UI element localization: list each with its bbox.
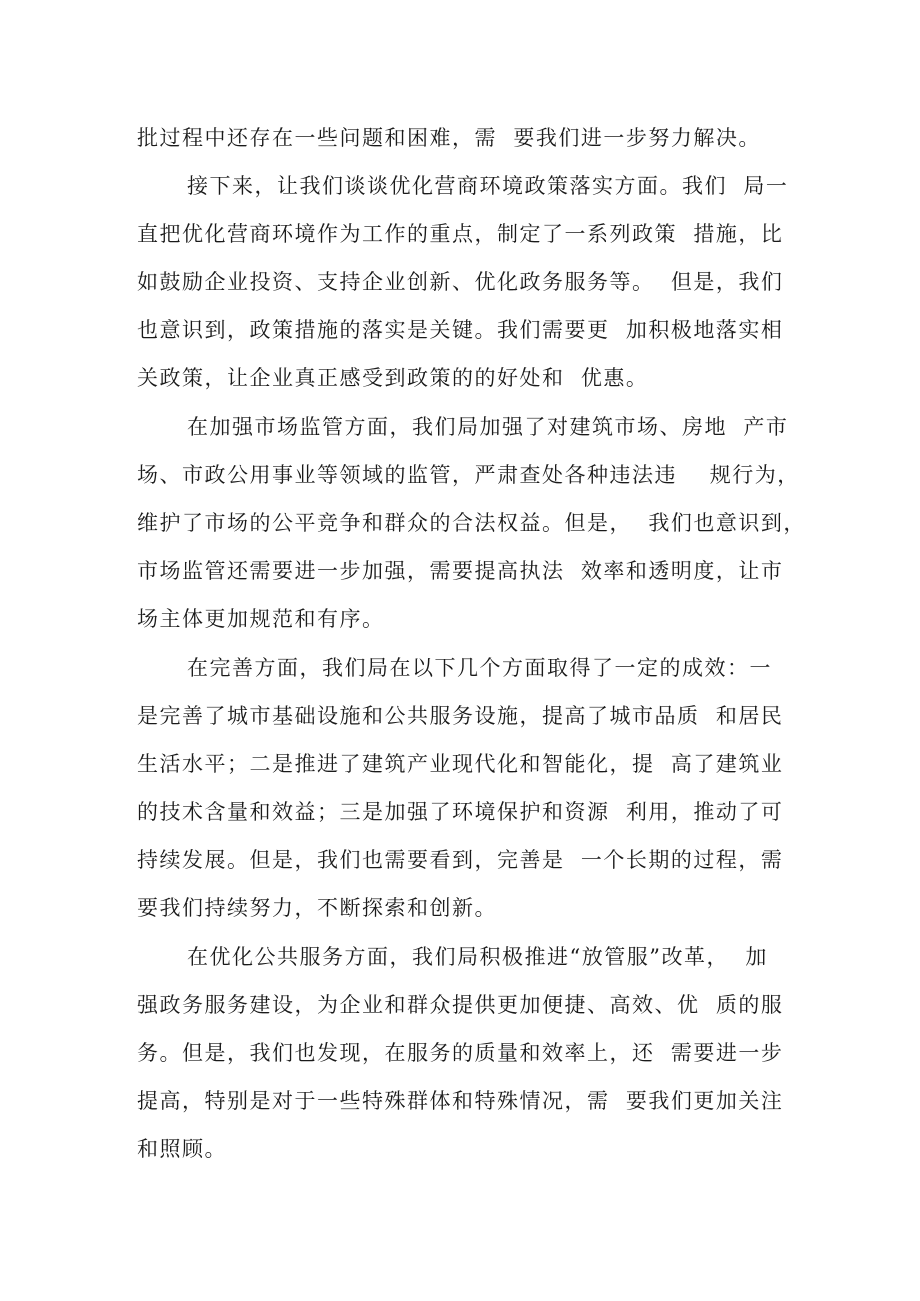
paragraph-first-line: 接下来，让我们谈谈优化营商环境政策落实方面。我们 局一	[187, 174, 789, 198]
text-line: 市场监管还需要进一步加强，需要提高执法 效率和透明度，让市	[137, 559, 784, 583]
text-line: 场、市政公用事业等领域的监管，严肃查处各种违法违 规行为，	[137, 463, 800, 487]
text-line: 的技术含量和效益；三是加强了环境保护和资源 利用，推动了可	[137, 800, 784, 824]
text-line: 生活水平；二是推进了建筑产业现代化和智能化，提 高了建筑业	[137, 752, 784, 776]
text-line: 务。但是，我们也发现，在服务的质量和效率上，还 需要进一步	[137, 1041, 784, 1065]
text-line: 和照顾。	[137, 1137, 227, 1161]
text-line: 维护了市场的公平竞争和群众的合法权益。但是， 我们也意识到，	[137, 511, 806, 535]
text-line: 要我们持续努力，不断探索和创新。	[137, 896, 497, 920]
text-line: 是完善了城市基础设施和公共服务设施，提高了城市品质 和居民	[137, 704, 784, 728]
text-line: 直把优化营商环境作为工作的重点，制定了一系列政策 措施，比	[137, 222, 784, 246]
paragraph-first-line: 在优化公共服务方面，我们局积极推进“放管服”改革， 加	[187, 945, 768, 969]
paragraph-first-line: 在完善方面，我们局在以下几个方面取得了一定的成效：一	[187, 656, 772, 680]
text-line: 持续发展。但是，我们也需要看到，完善是 一个长期的过程，需	[137, 848, 784, 872]
text-line: 也意识到，政策措施的落实是关键。我们需要更 加积极地落实相	[137, 318, 784, 342]
text-line: 关政策，让企业真正感受到政策的的好处和 优惠。	[137, 366, 649, 390]
text-line: 批过程中还存在一些问题和困难，需 要我们进一步努力解决。	[137, 126, 761, 150]
paragraph-first-line: 在加强市场监管方面，我们局加强了对建筑市场、房地 产市	[187, 415, 789, 439]
text-line: 如鼓励企业投资、支持企业创新、优化政务服务等。 但是，我们	[137, 270, 784, 294]
text-line: 提高，特别是对于一些特殊群体和特殊情况，需 要我们更加关注	[137, 1089, 784, 1113]
text-line: 强政务服务建设，为企业和群众提供更加便捷、高效、优 质的服	[137, 993, 784, 1017]
text-line: 场主体更加规范和有序。	[137, 607, 385, 631]
